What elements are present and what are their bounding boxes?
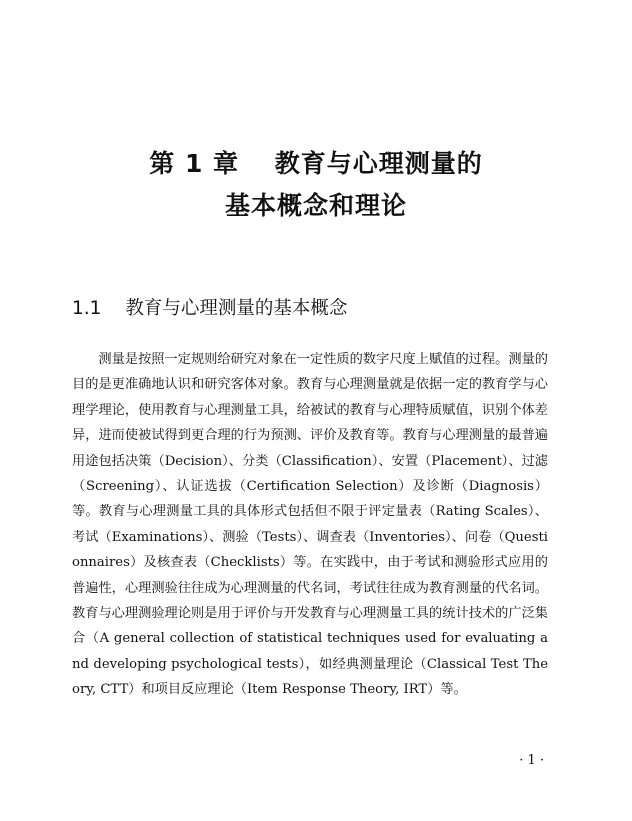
chapter-title [0,143,632,227]
section-number: 1.1 [72,298,102,319]
section-heading [72,296,347,322]
chapter-title-line-1: 第 1 章 教育与心理测量的 [149,149,483,178]
section-title: 教育与心理测量的基本概念 [125,298,348,319]
chapter-title-line-2: 基本概念和理论 [224,191,407,220]
page-number: · 1 · [519,753,544,768]
body-paragraph: 测量是按照一定规则给研究对象在一定性质的数字尺度上赋值的过程。测量的目的是更准确地认识和研究客体对象。教育与心理测量就是依据一定的教育学与心理学理论，使用教育与心理测量工具，给被试的教育与心理特质赋值，识别个体差异，进而使被试得到更合理的行为预测、评价及教育等。教育与心理测量的最普遍用途包括决策（Decision）、分类（Classification）、安置（Placement）、过滤（Screening）、认证选拔（Certification Selection）及诊断（Diagnosis）等。教育与心理测量工具的具体形式包括但不限于评定量表（Rating Scales）、考试（Examinations）、测验（Tests）、调查表（Inventories）、问卷（Questionnaires）及核查表（Checklists）等。在实践中，由于考试和测验形式应用的普遍性，心理测验往往成为心理测量的代名词，考试往往成为教育测量的代名词。教育与心理测验理论则是用于评价与开发教育与心理测量工具的统计技术的广泛集合（A general collection of statistical techniques used for evaluating and developing psychological tests），如经典测量理论（Classical Test Theory, CTT）和项目反应理论（Item Response Theory, IRT）等。 [72,352,548,698]
